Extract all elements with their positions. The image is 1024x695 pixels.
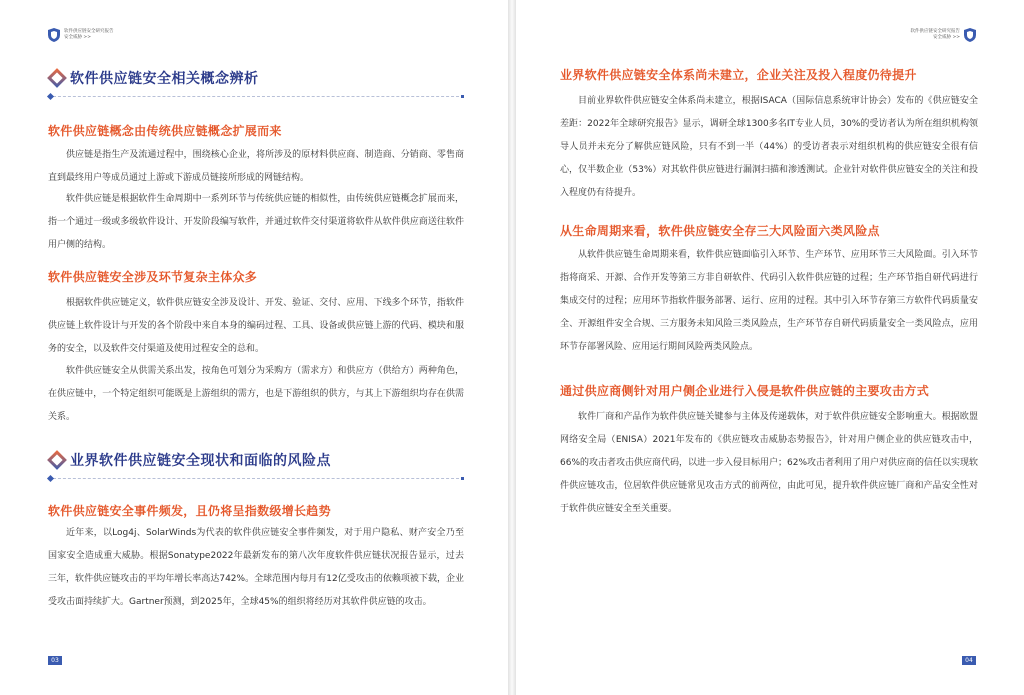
- running-header-text: 软件供应链安全研究报告 安全威胁 >>: [910, 29, 960, 40]
- paragraph: 根据软件供应链定义，软件供应链安全涉及设计、开发、验证、交付、应用、下线多个环节，指软件供应链上软件设计与开发的各个阶段中来自本身的编码过程、工具、设备或供应链上游的代码、模块和服务的安全，以及软件交付渠道及使用过程安全的总和。: [48, 298, 464, 354]
- subheading: 软件供应链概念由传统供应链概念扩展而来: [48, 124, 282, 138]
- subheading: 软件供应链安全涉及环节复杂主体众多: [48, 270, 258, 284]
- paragraph: 目前业界软件供应链安全体系尚未建立，根据ISACA（国际信息系统审计协会）发布的《供应链安全差距：2022年全球研究报告》显示，调研全球1300多名IT专业人员，30%的受访者认为所在组织机构领导人员并未充分了解供应链风险，只有不到一半（44%）的受访者表示对组织机构的供应链安全很有信心，仅半数企业（53%）对其软件供应链进行漏洞扫描和渗透测试。企业针对软件供应链安全的关注和投入程度仍有待提升。: [560, 96, 978, 198]
- paragraph: 近年来，以Log4j、SolarWinds为代表的软件供应链安全事件频发，对于用户隐私、财产安全乃至国家安全造成重大威胁。根据Sonatype2022年最新发布的第八次年度软件供应链状况报告显示，过去三年，软件供应链攻击的平均年增长率高达742%。全球范围内每月有12亿受攻击的依赖项被下载，企业受攻击面持续扩大。Gartner预测，到2025年，全球45%的组织将经历对其软件供应链的攻击。: [48, 528, 464, 607]
- running-header-right: [850, 28, 976, 42]
- subheading: 软件供应链安全事件频发，且仍将呈指数级增长趋势: [48, 504, 331, 518]
- book-spine: [508, 0, 516, 695]
- paragraph: 软件供应链安全从供需关系出发，按角色可划分为采购方（需求方）和供应方（供给方）两种角色，在供应链中，一个特定组织可能既是上游组织的需方，也是下游组织的供方，与其上下游组织均存在供需关系。: [48, 366, 464, 422]
- section-diamond-icon: [47, 450, 67, 470]
- shield-logo-icon: [48, 28, 60, 42]
- paragraph: 从软件供应链生命周期来看，软件供应链面临引入环节、生产环节、应用环节三大风险面。引入环节指将商采、开源、合作开发等第三方非自研软件、代码引入软件供应链的过程；生产环节指自研代码进行集成交付的过程；应用环节指软件服务部署、运行、应用的过程。其中引入环节存第三方软件代码质量安全、开源组件安全合规、三方服务未知风险三类风险点，生产环节存自研代码质量安全一类风险点，应用环节存部署风险、应用运行期间风险两类风险点。: [560, 250, 978, 352]
- section-heading-concepts: [48, 68, 464, 97]
- running-header-text: 软件供应链安全研究报告 安全威胁 >>: [64, 29, 114, 40]
- section-heading-status: [48, 450, 464, 479]
- page-number: 04: [962, 656, 976, 665]
- page-number: 03: [48, 656, 62, 665]
- shield-logo-icon: [964, 28, 976, 42]
- section-diamond-icon: [47, 68, 67, 88]
- section-divider: [48, 478, 464, 479]
- subheading: 通过供应商侧针对用户侧企业进行入侵是软件供应链的主要攻击方式: [560, 384, 930, 398]
- paragraph: 供应链是指生产及流通过程中，围绕核心企业，将所涉及的原材料供应商、制造商、分销商、零售商直到最终用户等成员通过上游或下游成员链接所形成的网链结构。: [48, 150, 464, 183]
- right-page: [516, 0, 1024, 695]
- subheading: 从生命周期来看，软件供应链安全存三大风险面六类风险点: [560, 224, 880, 238]
- left-page: [0, 0, 508, 695]
- paragraph: 软件供应链是根据软件生命周期中一系列环节与传统供应链的相似性，由传统供应链概念扩展而来，指一个通过一级或多级软件设计、开发阶段编写软件，并通过软件交付渠道将软件从软件供应商送往软件用户侧的结构。: [48, 194, 464, 250]
- section-title: 软件供应链安全相关概念辨析: [70, 71, 259, 87]
- subheading: 业界软件供应链安全体系尚未建立，企业关注及投入程度仍待提升: [560, 68, 917, 82]
- running-header-left: [48, 28, 174, 42]
- section-divider: [48, 96, 464, 97]
- section-title: 业界软件供应链安全现状和面临的风险点: [70, 453, 331, 469]
- paragraph: 软件厂商和产品作为软件供应链关键参与主体及传递载体，对于软件供应链安全影响重大。根据欧盟网络安全局（ENISA）2021年发布的《供应链攻击威胁态势报告》，针对用户侧企业的供应链攻击中，66%的攻击者攻击供应商代码，以进一步入侵目标用户；62%攻击者利用了用户对供应商的信任以实现软件供应链攻击，位居软件供应链常见攻击方式的前两位，由此可见，提升软件供应链厂商和产品安全性对于软件供应链安全至关重要。: [560, 412, 979, 514]
